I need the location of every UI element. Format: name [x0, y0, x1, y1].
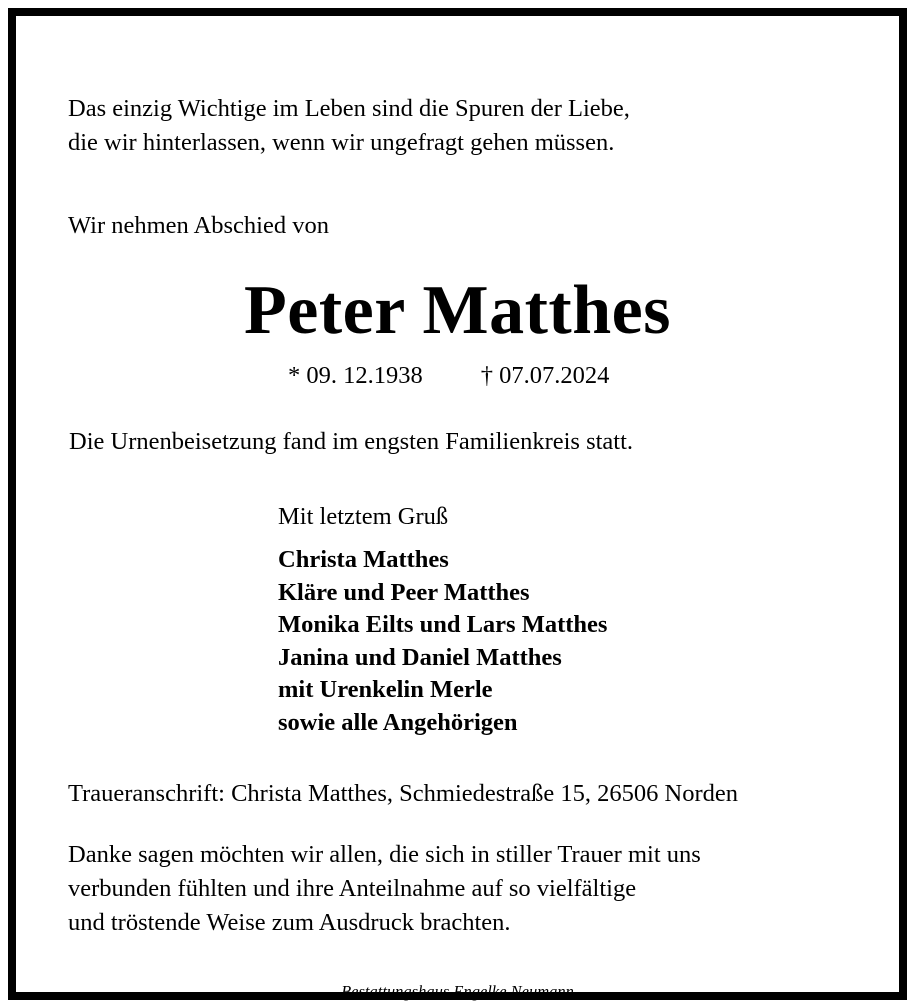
thanks-line-2: verbunden fühlten und ihre Anteilnahme auf so vielfältige	[68, 875, 637, 902]
thanks-note	[68, 838, 701, 940]
funeral-home-credit: Bestattungshaus Engelke Neumann	[341, 982, 574, 1001]
quote-line-2: die wir hinterlassen, wenn wir ungefragt gehen müssen.	[68, 129, 615, 156]
deceased-name: Peter Matthes	[244, 272, 671, 349]
farewell-intro: Wir nehmen Abschied von	[68, 212, 329, 239]
mourner-item: mit Urenkelin Merle	[278, 676, 493, 704]
thanks-line-3: und tröstende Weise zum Ausdruck brachten.	[68, 909, 511, 936]
mourner-item: Monika Eilts und Lars Matthes	[278, 611, 608, 639]
life-dates	[288, 362, 609, 390]
mourning-address: Traueranschrift: Christa Matthes, Schmiedestraße 15, 26506 Norden	[68, 780, 738, 807]
birth-date: * 09. 12.1938	[288, 362, 423, 389]
mourner-item: Kläre und Peer Matthes	[278, 578, 530, 606]
mourners-list	[278, 544, 607, 740]
burial-statement: Die Urnenbeisetzung fand im engsten Familienkreis statt.	[69, 428, 634, 455]
mourner-item: sowie alle Angehörigen	[278, 708, 518, 736]
obituary-notice	[8, 8, 907, 1000]
quote-line-1: Das einzig Wichtige im Leben sind die Spuren der Liebe,	[68, 95, 630, 122]
thanks-line-1: Danke sagen möchten wir allen, die sich in stiller Trauer mit uns	[68, 841, 701, 868]
opening-quote	[68, 92, 630, 160]
mourner-item: Christa Matthes	[278, 546, 449, 573]
death-date: † 07.07.2024	[480, 362, 610, 389]
closing-greeting: Mit letztem Gruß	[278, 503, 449, 530]
mourner-item: Janina und Daniel Matthes	[278, 643, 562, 671]
